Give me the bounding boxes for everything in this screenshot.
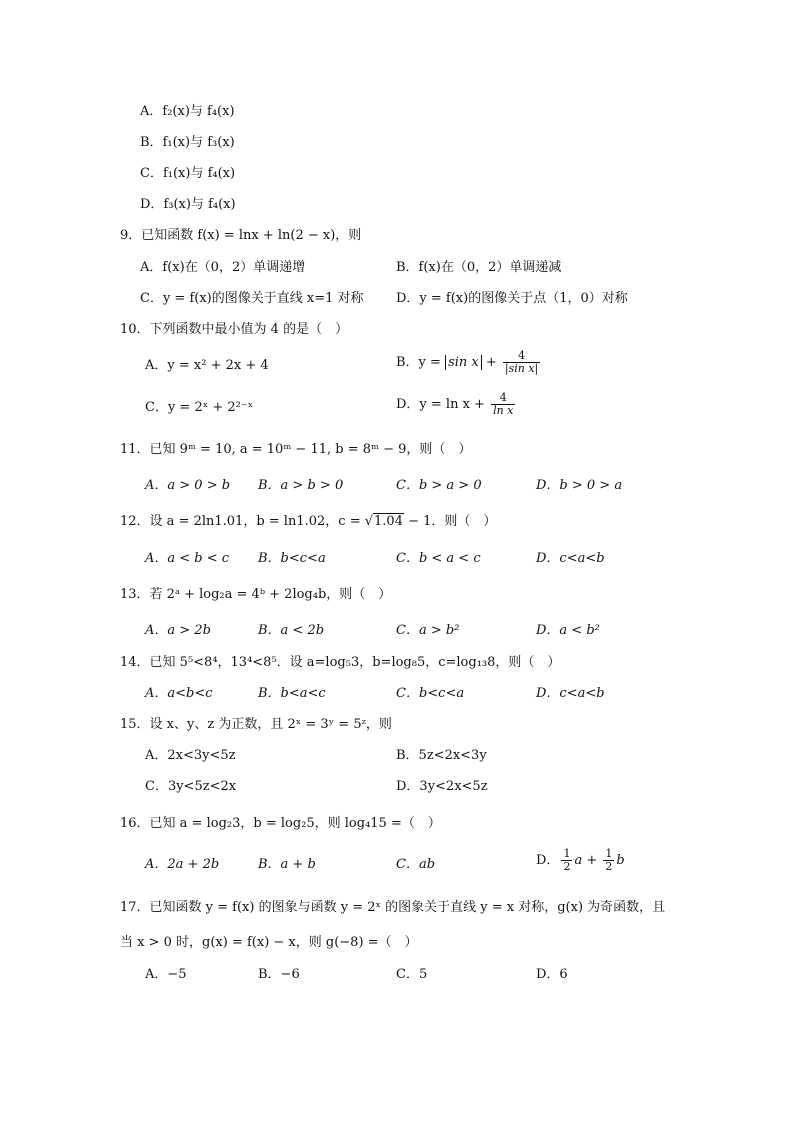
q9-option-a: A．f(x)在（0，2）单调递增 [140,260,306,275]
q12-option-c: C．b < a < c [396,551,481,566]
q16-stem: 16．已知 a = log₂3，b = log₂5，则 log₄15 =（ ） [120,816,441,831]
q17-stem-line2: 当 x > 0 时，g(x) = f(x) − x，则 g(−8) =（ ） [120,935,418,950]
option-label: A． [140,104,163,119]
q14-stem: 14．已知 5⁵<8⁴，13⁴<8⁵．设 a=log₅3，b=log₈5，c=log₁₃8，则（ ） [120,655,561,670]
option-label: D． [536,853,560,868]
q15-stem: 15．设 x、y、z 为正数，且 2ˣ = 3ʸ = 5ᶻ，则 [120,717,392,732]
q17-option-d: D．6 [536,967,568,982]
fraction [561,848,572,873]
option-label: C． [140,166,163,181]
q14-option-d: D．c<a<b [536,686,605,701]
q8-option-a [140,102,235,122]
numerator: 4 [503,350,540,363]
q12-option-a: A．a < b < c [145,551,230,566]
option-label: D． [140,197,164,212]
q14-option-a: A．a<b<c [145,686,213,701]
q15-option-c: C．3y<5z<2x [145,779,237,794]
option-text: f₃(x)与 f₄(x) [163,197,236,212]
q11-stem: 11．已知 9ᵐ = 10, a = 10ᵐ − 11, b = 8ᵐ − 9，则（ ） [120,442,472,457]
q13-option-b: B．a < 2b [258,623,325,638]
q16-option-d [536,848,625,873]
stem-text: 12．设 a = 2ln1.01，b = ln1.02，c = [120,514,365,529]
q12-option-b: B．b<c<a [258,551,326,566]
fraction [603,848,614,873]
q8-option-c [140,164,235,184]
q15-option-b: B．5z<2x<3y [396,748,487,763]
q10-option-c: C．y = 2ˣ + 2²⁻ˣ [145,400,254,415]
q9-option-c: C．y = f(x)的图像关于直线 x=1 对称 [140,291,364,306]
option-text: f₁(x)与 f₃(x) [162,135,235,150]
q12-stem: 12．设 a = 2ln1.01，b = ln1.02，c = √1.04 − 1．则（ ） [120,514,497,529]
option-text: f₂(x)与 f₄(x) [162,104,235,119]
q13-stem: 13．若 2ᵃ + log₂a = 4ᵇ + 2log₄b，则（ ） [120,587,392,602]
q11-option-c: C．b > a > 0 [396,478,482,493]
q17-stem-line1: 17．已知函数 y = f(x) 的图象与函数 y = 2ˣ 的图象关于直线 y = x 对称，g(x) 为奇函数，且 [120,900,666,915]
q10-option-b [396,350,542,375]
q8-option-b [140,133,235,153]
abs-sin: sin x [445,355,482,370]
q14-option-b: B．b<a<c [258,686,326,701]
q16-option-c: C．ab [396,857,436,872]
q16-option-a: A．2a + 2b [145,857,220,872]
q17-option-c: C．5 [396,967,428,982]
denominator: 2 [605,860,613,873]
q15-option-d: D．3y<2x<5z [396,779,488,794]
sqrt-radicand: 1.04 [374,514,403,529]
option-label: D．y = ln x + [396,397,490,412]
q11-option-b: B．a > b > 0 [258,478,344,493]
q17-option-b: B．−6 [258,967,300,982]
q10-stem: 10．下列函数中最小值为 4 的是（ ） [120,322,349,337]
q9-stem: 9．已知函数 f(x) = lnx + ln(2 − x)，则 [120,228,362,243]
q13-option-a: A．a > 2b [145,623,211,638]
option-label: B． [140,135,163,150]
q13-option-c: C．a > b² [396,623,460,638]
numerator: 1 [605,847,613,860]
q17-option-a: A．−5 [145,967,187,982]
q9-option-b: B．f(x)在（0，2）单调递减 [396,260,562,275]
q16-option-b: B．a + b [258,857,316,872]
stem-text: − 1．则（ ） [403,514,497,529]
q11-option-d: D．b > 0 > a [536,478,623,493]
option-text: f₁(x)与 f₄(x) [162,166,236,181]
option-label: B．y = [396,355,446,370]
q10-option-d [396,392,517,417]
denominator: |sin x| [504,362,539,375]
numerator: 1 [563,847,571,860]
term-text: b [616,853,625,868]
fraction [491,392,515,417]
q9-option-d: D．y = f(x)的图像关于点（1，0）对称 [396,291,628,306]
numerator: 4 [491,392,515,405]
denominator: ln x [493,404,514,417]
q8-option-d [140,195,236,215]
plus-sign: + [481,355,501,370]
term-text: a + [574,853,602,868]
q15-option-a: A．2x<3y<5z [145,748,236,763]
q12-option-d: D．c<a<b [536,551,605,566]
q10-option-a: A．y = x² + 2x + 4 [145,358,269,373]
fraction [503,350,540,375]
q13-option-d: D．a < b² [536,623,600,638]
q14-option-c: C．b<c<a [396,686,465,701]
denominator: 2 [563,860,571,873]
q11-option-a: A．a > 0 > b [145,478,231,493]
